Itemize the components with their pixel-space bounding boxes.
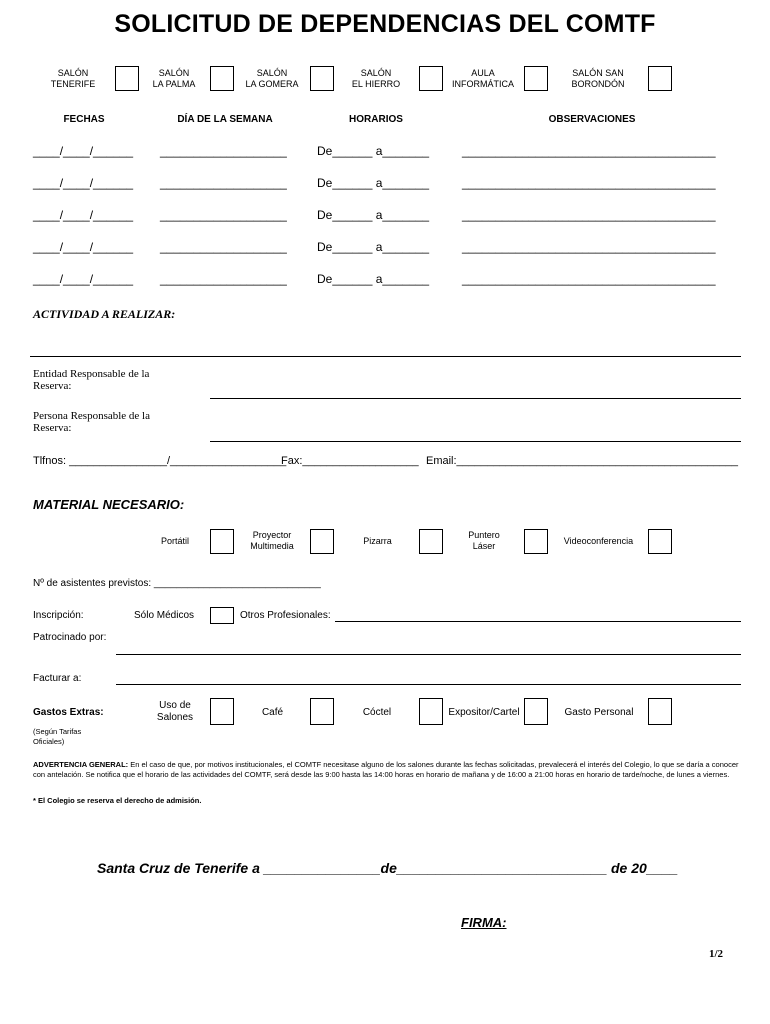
otros-profesionales-label: Otros Profesionales: — [240, 610, 331, 621]
material-checkbox-proyector[interactable] — [310, 529, 334, 554]
activity-input-line[interactable] — [30, 356, 741, 357]
room-label-la-palma: SALÓN LA PALMA — [152, 68, 196, 89]
dia-field[interactable]: ___________________ — [160, 272, 287, 286]
advertencia-bold: ADVERTENCIA GENERAL: — [33, 760, 129, 769]
column-header-horarios: HORARIOS — [349, 114, 403, 125]
material-label-proyector: Proyector Multimedia — [250, 530, 294, 551]
observaciones-field[interactable]: ______________________________________ — [462, 144, 716, 158]
gasto-checkbox-coctel[interactable] — [419, 698, 443, 725]
facturar-label: Facturar a: — [33, 673, 82, 684]
page-title: SOLICITUD DE DEPENDENCIAS DEL COMTF — [114, 10, 656, 38]
room-checkbox-tenerife[interactable] — [115, 66, 139, 91]
gasto-checkbox-cafe[interactable] — [310, 698, 334, 725]
fax-field[interactable]: Fax:___________________ — [281, 455, 419, 467]
patrocinado-label: Patrocinado por: — [33, 632, 107, 643]
material-label-portatil: Portátil — [160, 536, 189, 546]
observaciones-field[interactable]: ______________________________________ — [462, 176, 716, 190]
dia-field[interactable]: ___________________ — [160, 208, 287, 222]
column-header-fechas: FECHAS — [63, 114, 105, 125]
advertencia-paragraph — [33, 760, 743, 780]
page-number: 1/2 — [709, 948, 724, 960]
horario-field[interactable]: De______ a_______ — [317, 240, 430, 254]
room-label-aula-informatica: AULA INFORMÁTICA — [452, 68, 514, 89]
horario-field[interactable]: De______ a_______ — [317, 144, 430, 158]
gasto-label-uso-salones: Uso de Salones — [156, 700, 194, 723]
material-checkbox-videoconferencia[interactable] — [648, 529, 672, 554]
asistentes-field[interactable]: Nº de asistentes previstos: ______________________________ — [33, 578, 321, 589]
persona-label: Persona Responsable de la Reserva: — [33, 410, 150, 434]
santa-cruz-date-line[interactable]: Santa Cruz de Tenerife a _______________de___________________________ de 20____ — [97, 860, 678, 876]
gasto-checkbox-expositor[interactable] — [524, 698, 548, 725]
fecha-field[interactable]: ____/____/______ — [33, 208, 134, 222]
horario-field[interactable]: De______ a_______ — [317, 272, 430, 286]
entidad-label: Entidad Responsable de la Reserva: — [33, 368, 150, 392]
room-checkbox-el-hierro[interactable] — [419, 66, 443, 91]
patrocinado-input-line[interactable] — [116, 654, 741, 655]
gasto-checkbox-uso-salones[interactable] — [210, 698, 234, 725]
gastos-label: Gastos Extras: — [33, 707, 104, 718]
advertencia-text: En el caso de que, por motivos institucionales, el COMTF necesitase alguno de los salones durante las fechas solicitadas, prevalecerá el interés del Colegio, lo que se daría a conocer con antelación. Se notifica que el horario de las actividades del COMTF, será desde las 9:00 hasta las 14:00 horas en horario de mañana y de 16:00 a 21:00 horas en horario de tarde/noche, de lunes a viernes. — [33, 760, 739, 779]
gastos-note: (Según Tarifas Oficiales) — [33, 727, 82, 746]
fecha-field[interactable]: ____/____/______ — [33, 272, 134, 286]
observaciones-field[interactable]: ______________________________________ — [462, 272, 716, 286]
solo-medicos-checkbox[interactable] — [210, 607, 234, 624]
observaciones-field[interactable]: ______________________________________ — [462, 240, 716, 254]
room-checkbox-la-palma[interactable] — [210, 66, 234, 91]
gasto-checkbox-personal[interactable] — [648, 698, 672, 725]
material-label-puntero: Puntero Láser — [468, 530, 500, 551]
persona-input-line[interactable] — [210, 441, 741, 442]
gasto-label-cafe: Café — [261, 707, 284, 718]
dia-field[interactable]: ___________________ — [160, 144, 287, 158]
room-label-el-hierro: SALÓN EL HIERRO — [351, 68, 401, 89]
email-field[interactable]: Email:______________________________________________ — [426, 455, 738, 467]
gasto-label-expositor: Expositor/Cartel — [448, 707, 520, 718]
room-label-la-gomera: SALÓN LA GOMERA — [245, 68, 299, 89]
fecha-field[interactable]: ____/____/______ — [33, 176, 134, 190]
room-checkbox-aula-informatica[interactable] — [524, 66, 548, 91]
material-checkbox-portatil[interactable] — [210, 529, 234, 554]
dia-field[interactable]: ___________________ — [160, 240, 287, 254]
room-label-tenerife: SALÓN TENERIFE — [50, 68, 96, 89]
gasto-label-personal: Gasto Personal — [564, 707, 634, 718]
activity-heading: ACTIVIDAD A REALIZAR: — [33, 307, 176, 321]
material-checkbox-puntero[interactable] — [524, 529, 548, 554]
solo-medicos-label: Sólo Médicos — [134, 610, 195, 621]
room-label-san-borondon: SALÓN SAN BORONDÓN — [571, 68, 625, 89]
horario-field[interactable]: De______ a_______ — [317, 176, 430, 190]
firma-label: FIRMA: — [461, 915, 507, 930]
admision-note: * El Colegio se reserva el derecho de admisión. — [33, 796, 202, 805]
otros-profesionales-input-line[interactable] — [335, 621, 741, 622]
tlfnos-field[interactable]: Tlfnos: ________________/___________________ — [33, 455, 287, 467]
horario-field[interactable]: De______ a_______ — [317, 208, 430, 222]
room-checkbox-la-gomera[interactable] — [310, 66, 334, 91]
material-heading: MATERIAL NECESARIO: — [33, 497, 185, 512]
entidad-input-line[interactable] — [210, 398, 741, 399]
material-label-pizarra: Pizarra — [363, 536, 392, 546]
material-label-videoconferencia: Videoconferencia — [563, 536, 634, 546]
gasto-label-coctel: Cóctel — [362, 707, 392, 718]
inscripcion-label: Inscripción: — [33, 610, 84, 621]
fecha-field[interactable]: ____/____/______ — [33, 144, 134, 158]
column-header-dia: DÍA DE LA SEMANA — [177, 114, 273, 125]
room-checkbox-san-borondon[interactable] — [648, 66, 672, 91]
fecha-field[interactable]: ____/____/______ — [33, 240, 134, 254]
observaciones-field[interactable]: ______________________________________ — [462, 208, 716, 222]
column-header-observaciones: OBSERVACIONES — [548, 114, 636, 125]
facturar-input-line[interactable] — [116, 684, 741, 685]
material-checkbox-pizarra[interactable] — [419, 529, 443, 554]
dia-field[interactable]: ___________________ — [160, 176, 287, 190]
